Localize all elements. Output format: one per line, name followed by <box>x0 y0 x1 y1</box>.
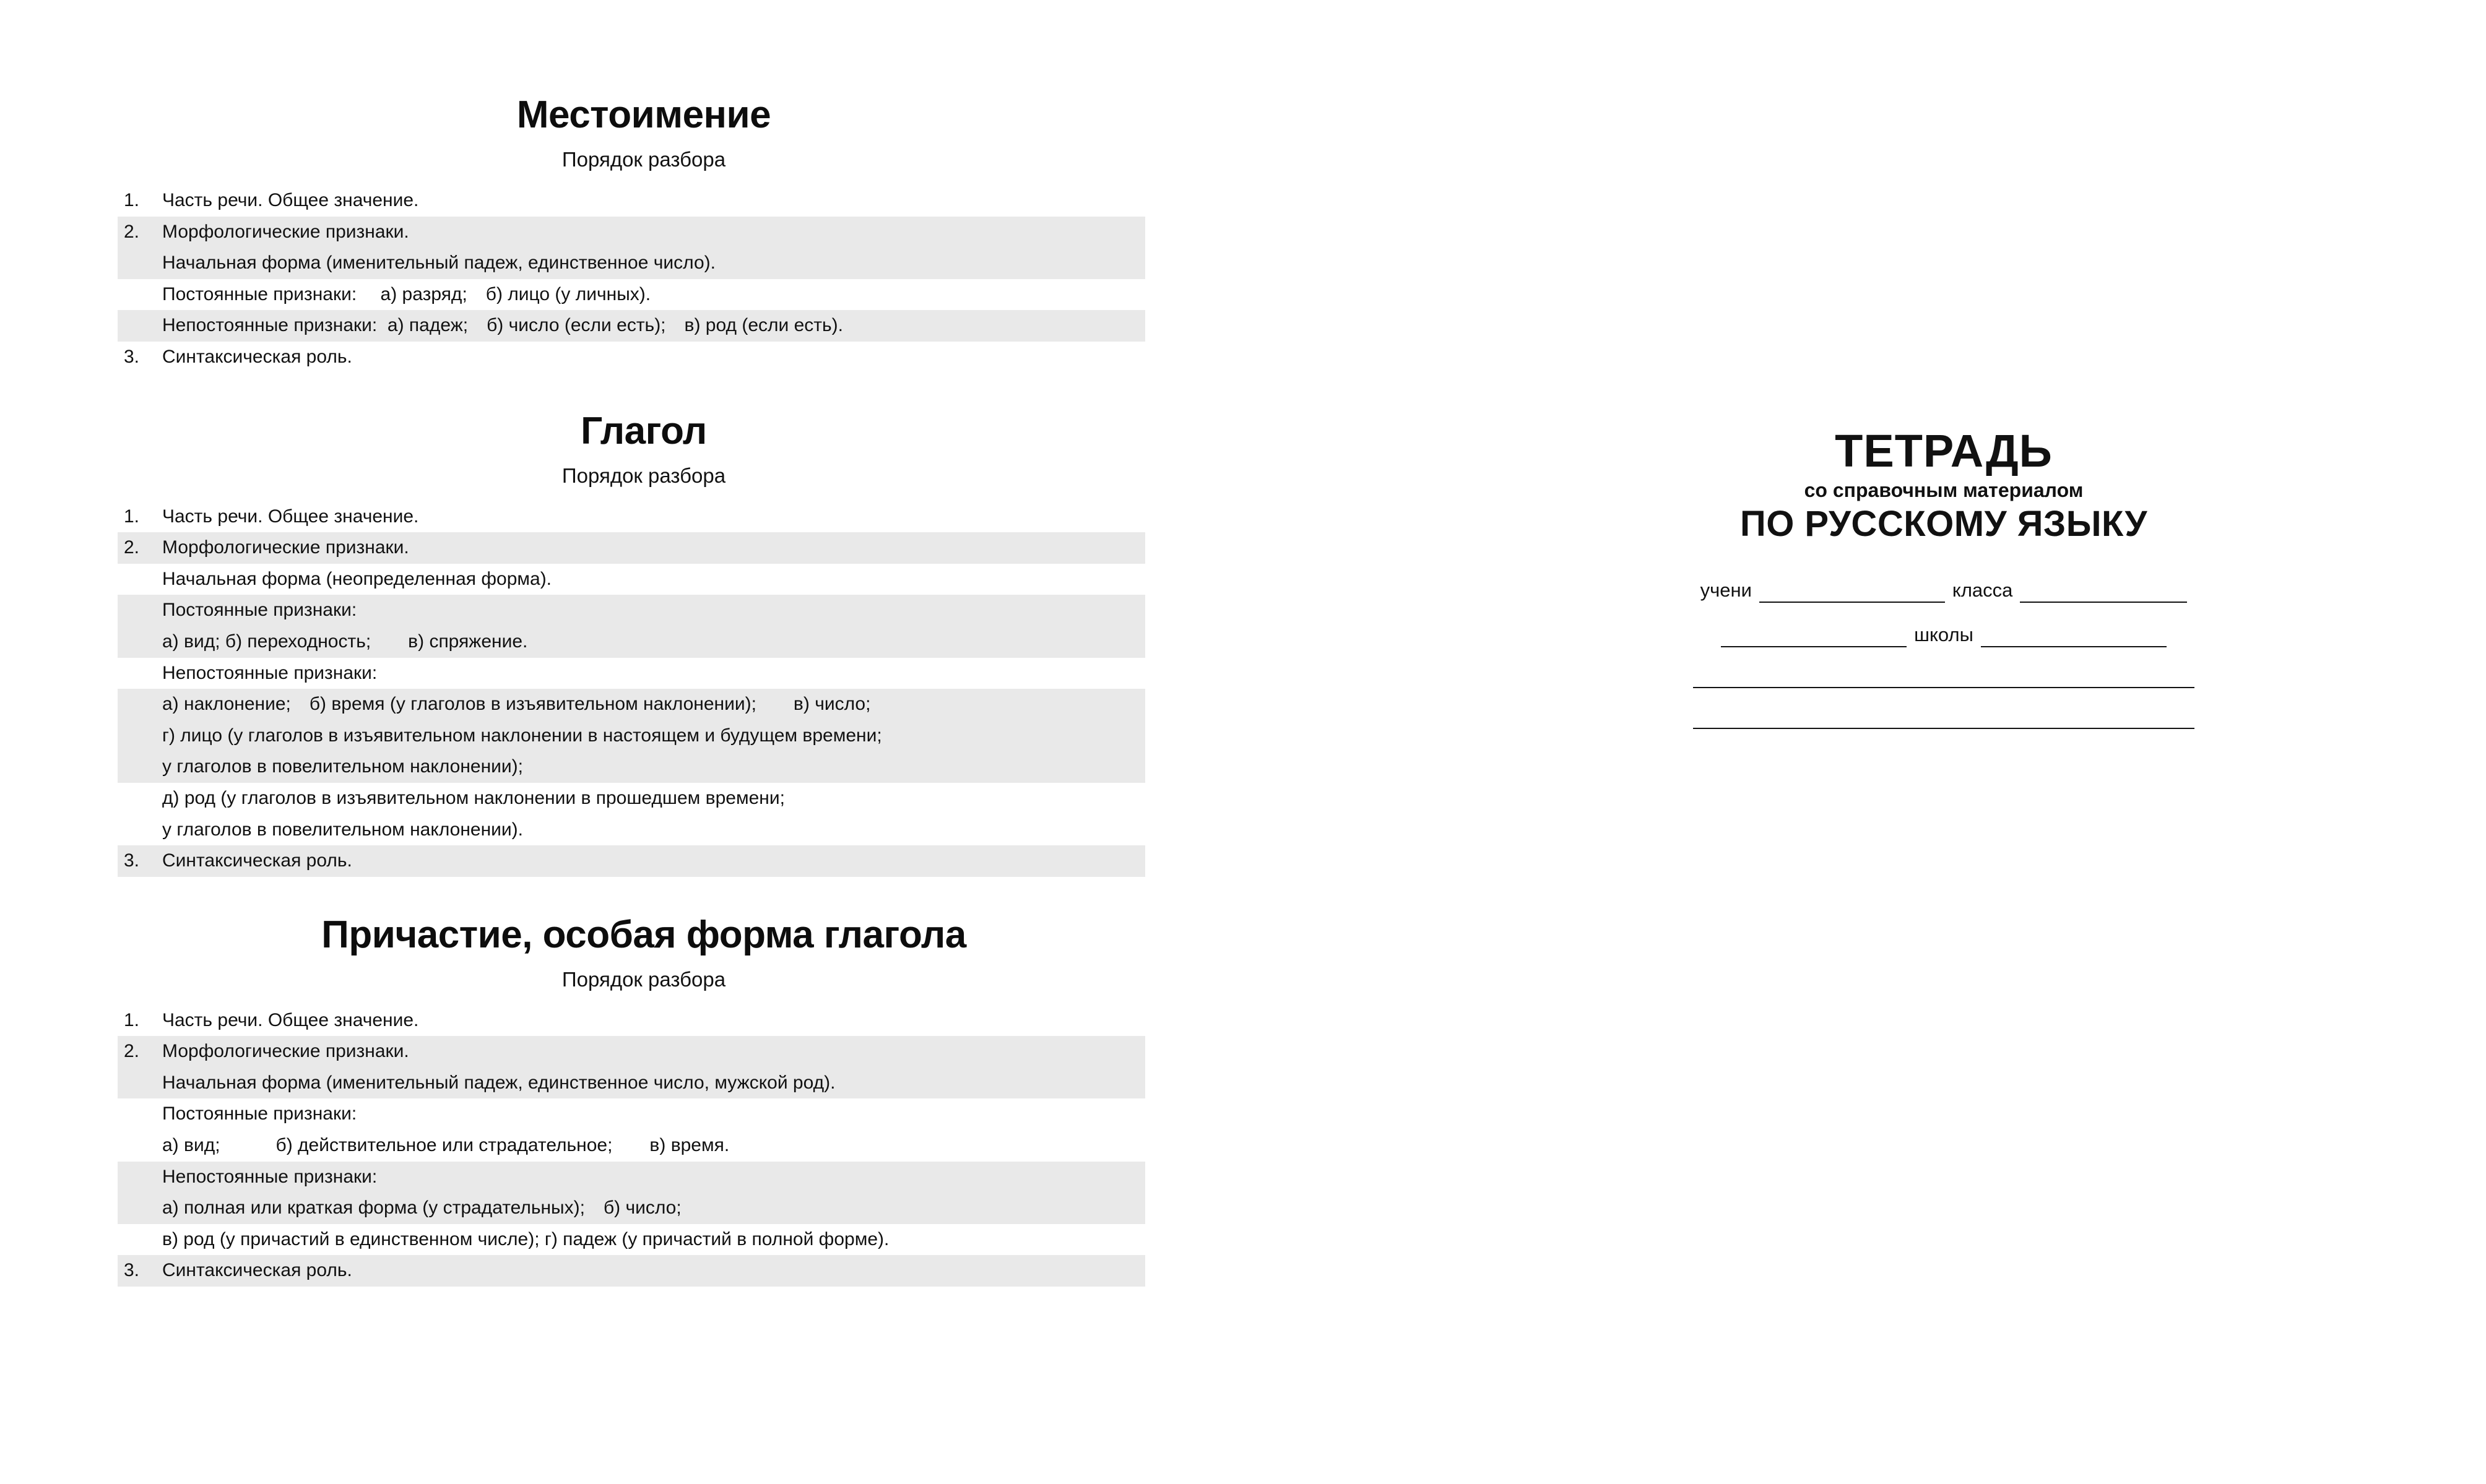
list-item-text: в) род (у причастий в единственном числе); г) падеж (у причастий в полной форме). <box>162 1228 890 1249</box>
list-item-text: Постоянные признаки: <box>162 1103 357 1124</box>
list-item <box>118 783 1145 814</box>
class-label: класса <box>1952 579 2013 602</box>
section-title: Причастие, особая форма глагола <box>321 913 966 956</box>
analysis-steps-list <box>118 501 1145 877</box>
list-item-text: у глаголов в повелительном наклонении); <box>162 756 524 777</box>
blank-line-2[interactable] <box>1693 709 2194 729</box>
list-item-text: Синтаксическая роль. <box>162 850 352 871</box>
cover-field-row-pupil-class <box>1585 579 2303 603</box>
list-item <box>118 1068 1145 1099</box>
section-title: Местоимение <box>516 93 771 136</box>
list-item-text: а) вид; б) переходность; в) спряжение. <box>162 631 528 652</box>
list-item-text: Морфологические признаки. <box>162 221 409 242</box>
list-item-text: а) наклонение; б) время (у глаголов в изъявительном наклонении); в) число; <box>162 694 871 715</box>
section-pronoun <box>118 93 1170 373</box>
cover-block <box>1585 427 2303 750</box>
blank-line-1[interactable] <box>1693 668 2194 688</box>
list-item <box>118 626 1145 658</box>
list-item-text: Постоянные признаки: а) разряд; б) лицо (у личных). <box>162 283 651 304</box>
list-item-text: Непостоянные признаки: <box>162 1166 378 1187</box>
analysis-steps-list <box>118 185 1145 373</box>
list-item <box>118 1005 1145 1037</box>
list-item <box>118 595 1145 626</box>
list-item <box>118 658 1145 689</box>
list-item-number: 3. <box>124 1260 140 1281</box>
list-item <box>118 720 1145 752</box>
cover-field-row-blank-2 <box>1585 709 2303 729</box>
section-participle <box>118 913 1170 1287</box>
section-verb <box>118 409 1170 877</box>
school-label: школы <box>1914 624 1973 646</box>
section-title: Глагол <box>581 409 707 452</box>
list-item-number: 2. <box>124 221 140 242</box>
list-item-text: Синтаксическая роль. <box>162 1260 352 1281</box>
list-item <box>118 1193 1145 1224</box>
list-item-number: 1. <box>124 190 140 210</box>
list-item <box>118 217 1145 248</box>
cover-field-row-blank-1 <box>1585 668 2303 688</box>
list-item-text: Начальная форма (именительный падеж, единственное число). <box>162 252 716 274</box>
school-input-left[interactable] <box>1721 628 1907 647</box>
list-item <box>118 845 1145 877</box>
section-subtitle: Порядок разбора <box>561 464 726 487</box>
cover-secondary-title: ПО РУССКОМУ ЯЗЫКУ <box>1740 503 2147 544</box>
list-item-number: 3. <box>124 346 140 367</box>
pupil-label: учени <box>1700 579 1752 602</box>
list-item <box>118 310 1145 342</box>
list-item-text: Часть речи. Общее значение. <box>162 506 419 527</box>
list-item-text: Морфологические признаки. <box>162 1041 409 1062</box>
list-item <box>118 532 1145 564</box>
list-item-text: Часть речи. Общее значение. <box>162 190 419 210</box>
list-item-text: а) полная или краткая форма (у страдательных); б) число; <box>162 1197 682 1219</box>
list-item <box>118 1098 1145 1130</box>
list-item-number: 1. <box>124 1009 140 1030</box>
list-item-text: Морфологические признаки. <box>162 537 409 558</box>
list-item-text: Синтаксическая роль. <box>162 346 352 367</box>
list-item <box>118 501 1145 533</box>
list-item <box>118 1130 1145 1162</box>
analysis-steps-list <box>118 1005 1145 1287</box>
list-item-number: 2. <box>124 1041 140 1062</box>
list-item <box>118 279 1145 311</box>
list-item <box>118 689 1145 720</box>
list-item-number: 1. <box>124 506 140 527</box>
list-item <box>118 751 1145 783</box>
list-item <box>118 342 1145 373</box>
list-item-text: Начальная форма (неопределенная форма). <box>162 568 552 589</box>
left-column <box>118 93 1170 1322</box>
list-item <box>118 1224 1145 1256</box>
list-item-text: Непостоянные признаки: <box>162 662 378 683</box>
list-item-text: у глаголов в повелительном наклонении). <box>162 819 524 840</box>
pupil-name-input[interactable] <box>1759 583 1945 603</box>
list-item-text: Непостоянные признаки: а) падеж; б) число (если есть); в) род (если есть). <box>162 315 843 336</box>
list-item-text: г) лицо (у глаголов в изъявительном наклонении в настоящем и будущем времени; <box>162 725 882 746</box>
school-input-right[interactable] <box>1981 628 2167 647</box>
section-subtitle: Порядок разбора <box>561 148 726 171</box>
list-item-text: Часть речи. Общее значение. <box>162 1009 419 1030</box>
list-item-text: Начальная форма (именительный падеж, единственное число, мужской род). <box>162 1072 836 1093</box>
list-item <box>118 814 1145 846</box>
list-item-text: а) вид; б) действительное или страдательное; в) время. <box>162 1135 730 1156</box>
list-item-number: 2. <box>124 537 140 558</box>
list-item-number: 3. <box>124 850 140 871</box>
cover-field-row-school <box>1585 624 2303 647</box>
class-input[interactable] <box>2020 583 2187 603</box>
list-item <box>118 1255 1145 1287</box>
cover-title: ТЕТРАДЬ <box>1835 425 2053 477</box>
cover-subtitle: со справочным материалом <box>1804 478 2084 501</box>
list-item-text: д) род (у глаголов в изъявительном наклонении в прошедшем времени; <box>162 787 785 808</box>
list-item <box>118 1036 1145 1068</box>
list-item-text: Постоянные признаки: <box>162 600 357 621</box>
section-subtitle: Порядок разбора <box>561 967 726 991</box>
list-item <box>118 248 1145 279</box>
list-item <box>118 564 1145 595</box>
list-item <box>118 185 1145 217</box>
list-item <box>118 1162 1145 1193</box>
